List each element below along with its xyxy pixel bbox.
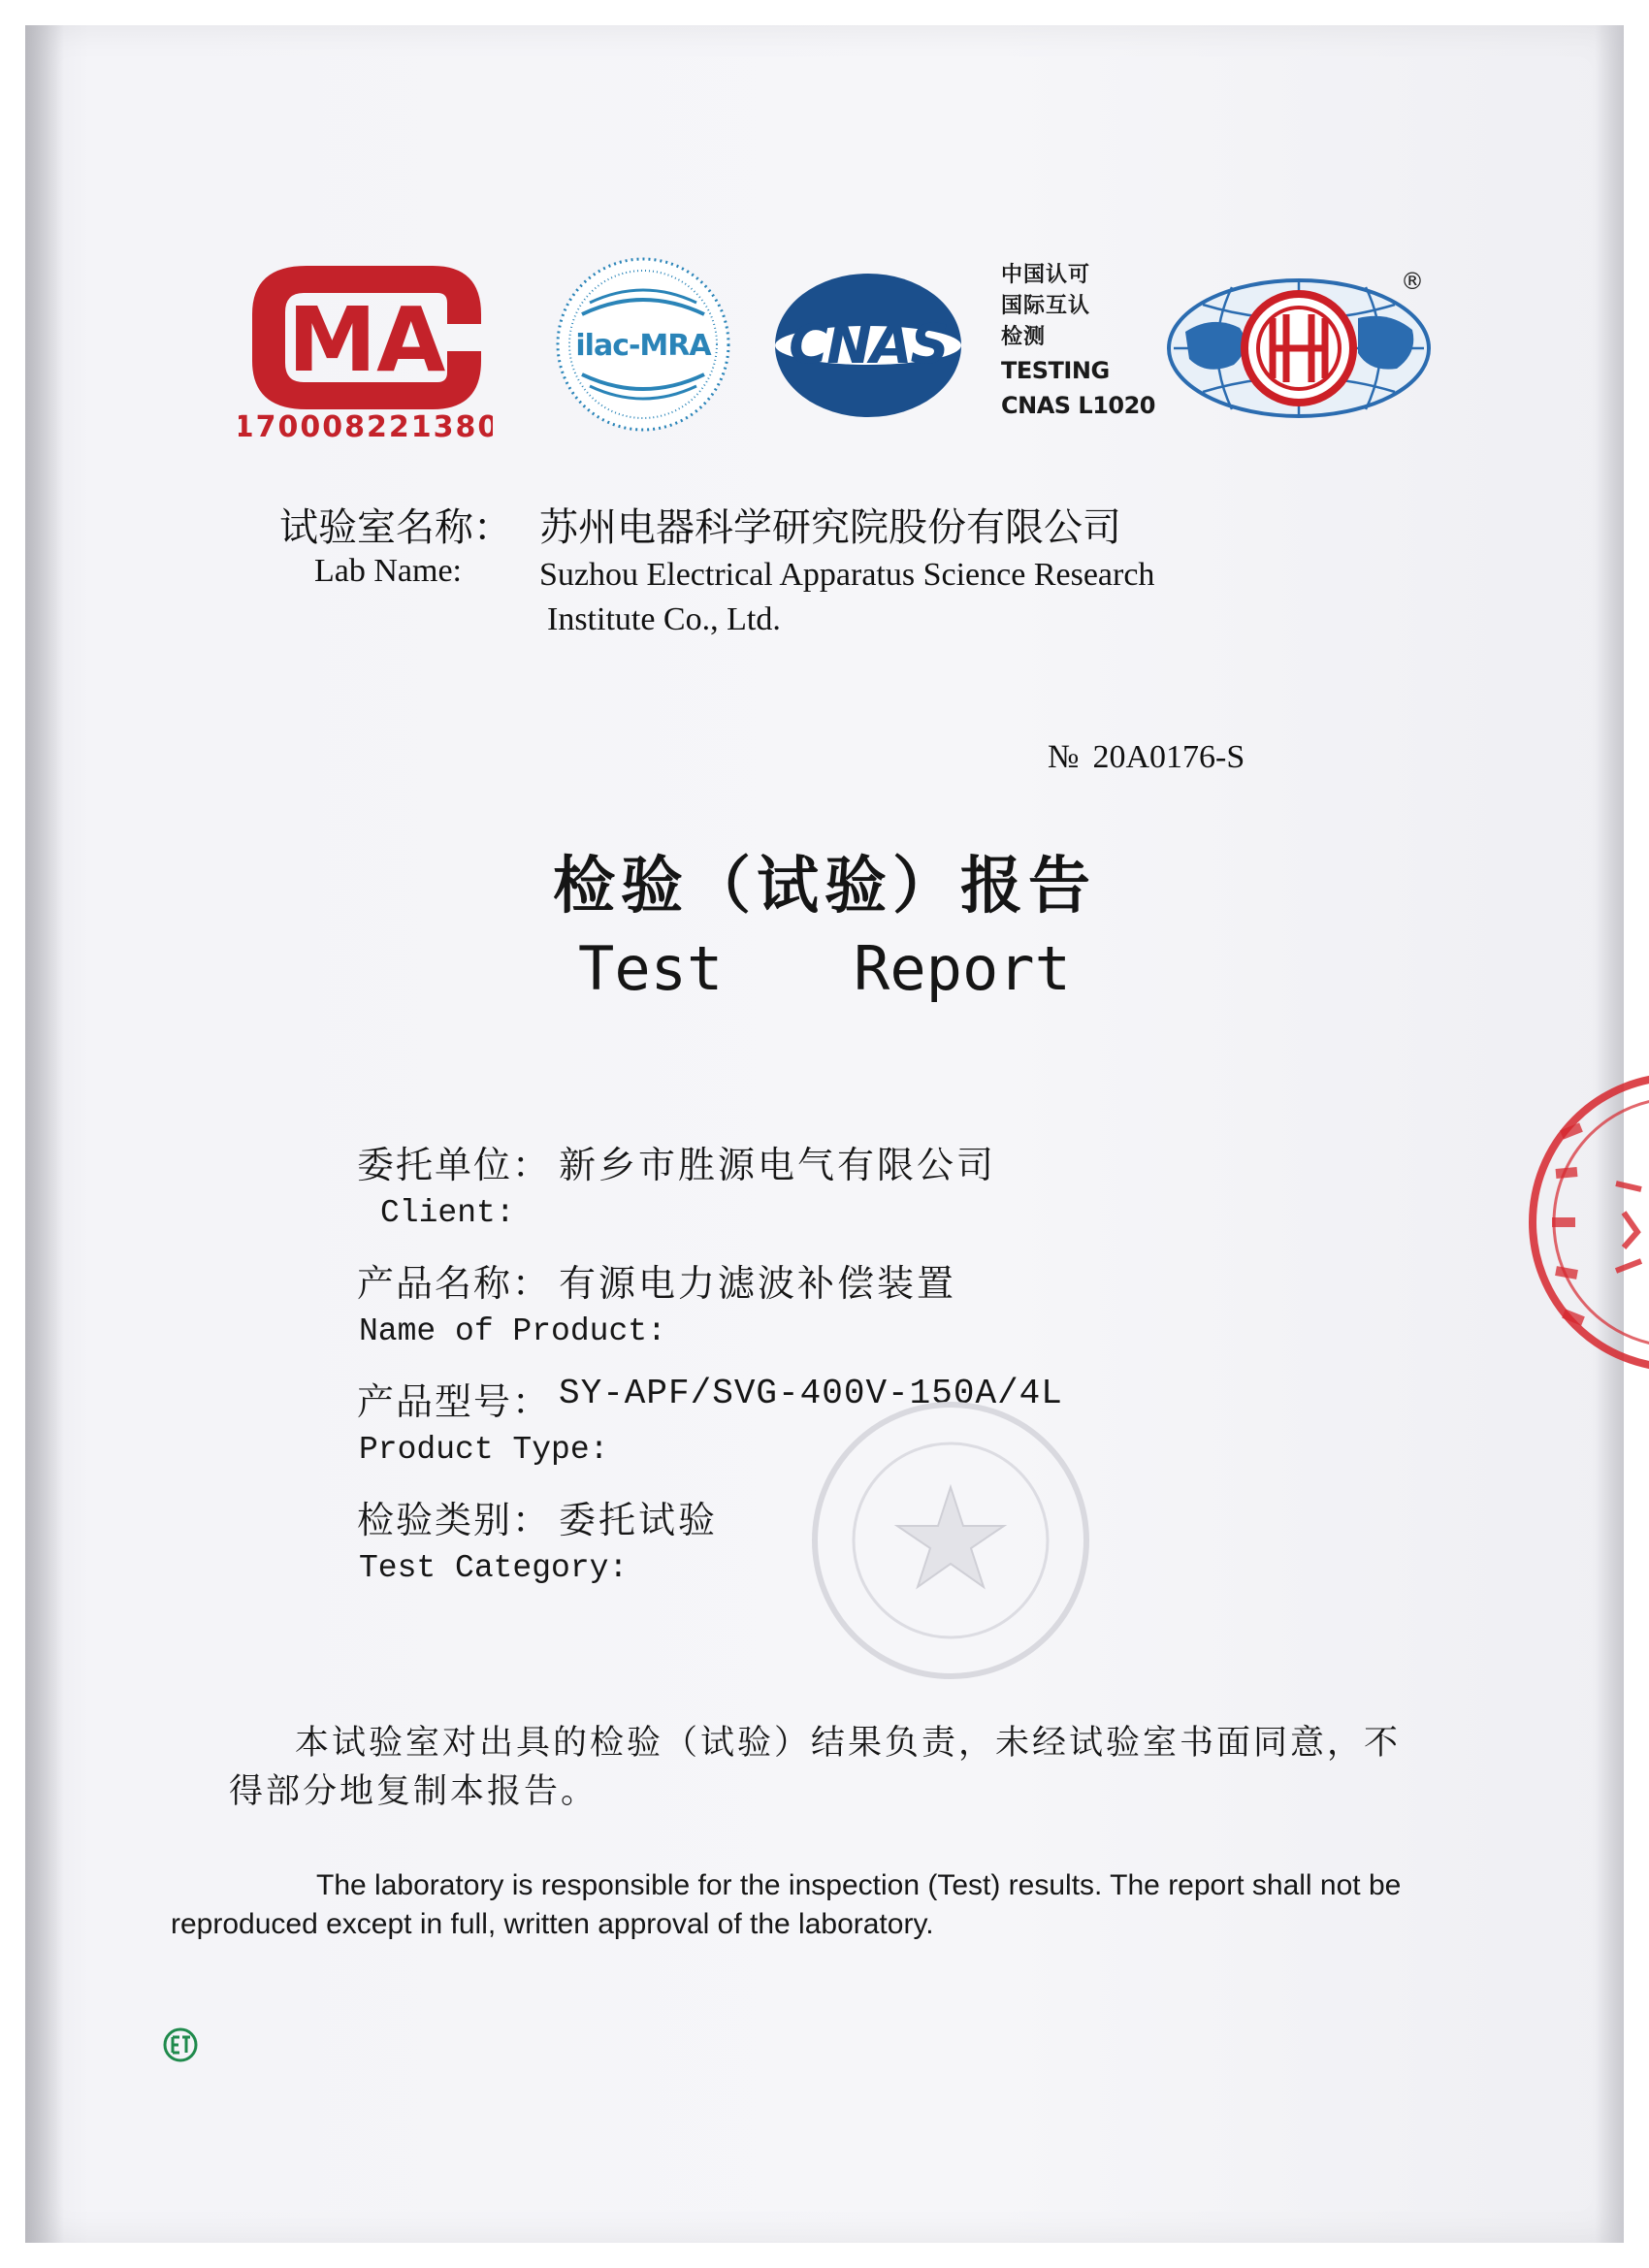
number-sign: № <box>1048 739 1080 775</box>
client-value: 新乡市胜源电气有限公司 <box>559 1144 997 1186</box>
cnas-caption-en-1: TESTING <box>1001 357 1110 384</box>
cnas-caption-cn-2: 国际互认 <box>1001 294 1091 318</box>
cnas-caption-cn-3: 检测 <box>1001 325 1047 349</box>
report-number <box>1048 739 1245 776</box>
report-number-value: 20A0176-S <box>1092 739 1245 775</box>
product-name-label-en: Name of Product: <box>359 1313 666 1349</box>
cma-number: 170008221380 <box>239 410 493 440</box>
cnas-logo <box>766 266 970 425</box>
product-name-label-cn: 产品名称： <box>357 1262 552 1305</box>
test-category-value: 委托试验 <box>559 1499 719 1541</box>
test-category-label-cn: 检验类别： <box>357 1499 552 1541</box>
lab-name-en <box>539 553 1277 642</box>
embossed-seal <box>805 1395 1096 1686</box>
product-type-label-en: Product Type: <box>359 1432 609 1468</box>
product-type-label-cn: 产品型号： <box>357 1380 552 1423</box>
registered-trademark-mark: ® <box>1401 268 1424 295</box>
cnas-caption-cn-1: 中国认可 <box>1001 263 1091 287</box>
client-label-cn: 委托单位： <box>357 1144 552 1186</box>
cnas-caption-en-2: CNAS L1020 <box>1001 392 1156 419</box>
product-name-value: 有源电力滤波补偿装置 <box>559 1262 957 1305</box>
lab-name-en-line-2: Institute Co., Ltd. <box>547 601 781 637</box>
product-type-value: SY-APF/SVG-400V-150A/4L <box>559 1374 1063 1413</box>
cnas-text: CNAS <box>789 313 948 376</box>
lab-name-label-en: Lab Name: <box>314 553 462 589</box>
lab-name-cn: 苏州电器科学研究院股份有限公司 <box>539 505 1121 550</box>
globe-certification-logo <box>1164 275 1434 421</box>
report-title-en: Test Report <box>578 933 1071 1004</box>
test-category-label-en: Test Category: <box>359 1550 629 1586</box>
report-title-cn: 检验（试验）报告 <box>553 851 1096 923</box>
disclaimer-cn: 本试验室对出具的检验（试验）结果负责，未经试验室书面同意，不得部分地复制本报告。 <box>229 1724 1402 1811</box>
cnas-caption <box>1001 260 1185 423</box>
red-seal-stamp <box>1523 1067 1649 1377</box>
page-binding-shadow <box>25 25 64 2243</box>
cma-letters: MA <box>287 288 446 392</box>
client-label-en: Client: <box>380 1195 515 1231</box>
lab-name-en-line-1: Suzhou Electrical Apparatus Science Research <box>539 557 1155 593</box>
disclaimer-en: The laboratory is responsible for the inspection (Test) results. The report shall not be reproduced except in full, written approval of the laboratory. <box>171 1869 1402 1940</box>
ilac-mra-logo <box>553 254 733 435</box>
ilac-text: ilac-MRA <box>575 329 711 363</box>
cma-logo <box>239 256 493 440</box>
et-mark-icon <box>161 2025 200 2064</box>
lab-name-label-cn: 试验室名称： <box>279 505 512 550</box>
